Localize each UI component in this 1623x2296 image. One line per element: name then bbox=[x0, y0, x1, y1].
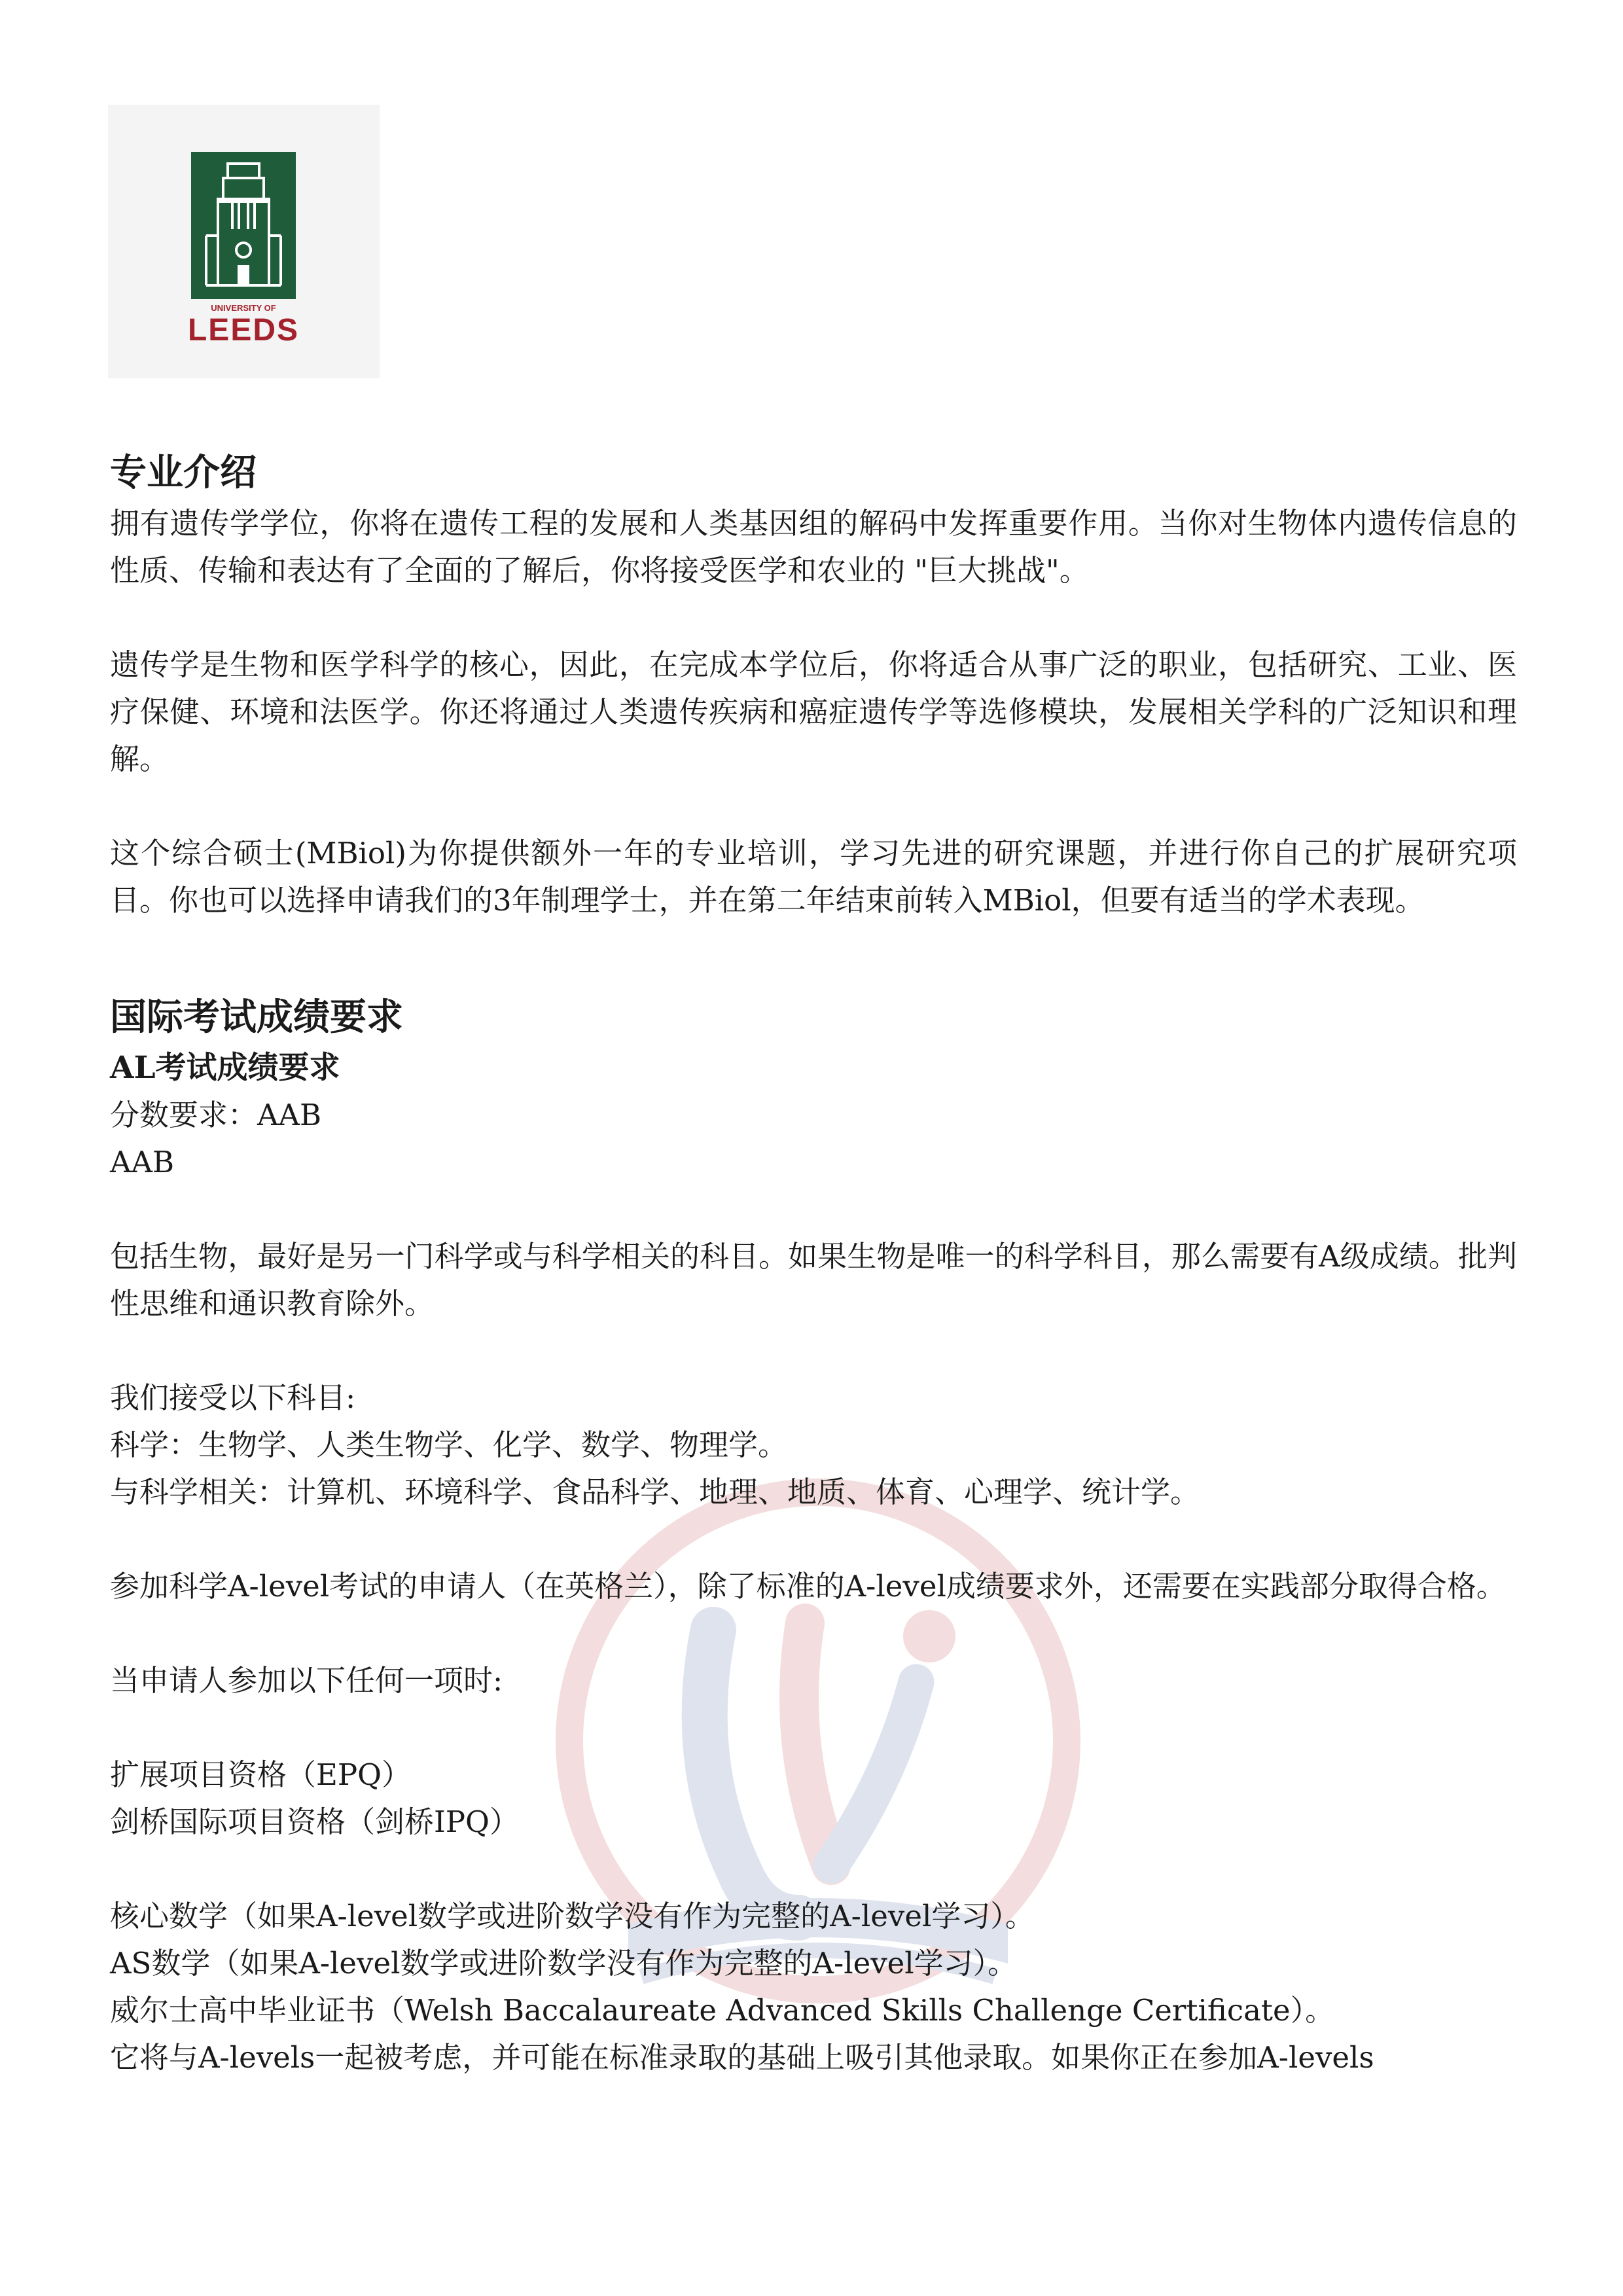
intro-paragraph: 这个综合硕士(MBiol)为你提供额外一年的专业培训，学习先进的研究课题，并进行你自己的扩展研究项目。你也可以选择申请我们的3年制理学士，并在第二年结束前转入MBiol，但要有适当的学术表现。 bbox=[110, 836, 1517, 918]
logo-line1: UNIVERSITY OF bbox=[211, 303, 276, 313]
section-title-intro: 专业介绍 bbox=[110, 451, 257, 494]
qualification-item: 威尔士高中毕业证书（Welsh Baccalaureate Advanced Skills Challenge Certificate）。 bbox=[110, 1993, 1335, 2028]
biology-note: 包括生物，最好是另一门科学或与科学相关的科目。如果生物是唯一的科学科目，那么需要有A级成绩。批判性思维和通识教育除外。 bbox=[110, 1239, 1517, 1321]
subsection-title-al: AL考试成绩要求 bbox=[110, 1050, 340, 1086]
score-requirement: 分数要求：AAB bbox=[110, 1098, 322, 1132]
logo-line2: LEEDS bbox=[187, 313, 300, 348]
intro-paragraph: 拥有遗传学学位，你将在遗传工程的发展和人类基因组的解码中发挥重要作用。当你对生物体内遗传信息的性质、传输和表达有了全面的了解后，你将接受医学和农业的 "巨大挑战"。 bbox=[110, 506, 1517, 588]
related-subjects: 与科学相关：计算机、环境科学、食品科学、地理、地质、体育、心理学、统计学。 bbox=[110, 1475, 1200, 1509]
university-logo bbox=[108, 105, 380, 378]
qualification-item: 核心数学（如果A-level数学或进阶数学没有作为完整的A-level学习）。 bbox=[110, 1899, 1035, 1933]
qualification-item: 扩展项目资格（EPQ） bbox=[110, 1757, 412, 1792]
consideration-note: 它将与A-levels一起被考虑，并可能在标准录取的基础上吸引其他录取。如果你正在参加A-levels bbox=[110, 2040, 1374, 2075]
practical-note: 参加科学A-level考试的申请人（在英格兰），除了标准的A-level成绩要求外，还需要在实践部分取得合格。 bbox=[110, 1569, 1506, 1604]
qualification-item: AS数学（如果A-level数学或进阶数学没有作为完整的A-level学习）。 bbox=[110, 1946, 1018, 1981]
accepted-subjects-intro: 我们接受以下科目: bbox=[110, 1380, 356, 1415]
document-content bbox=[110, 445, 1517, 2081]
score-value: AAB bbox=[110, 1145, 175, 1179]
university-of-leeds-logo-icon bbox=[108, 105, 380, 378]
qualifications-intro: 当申请人参加以下任何一项时: bbox=[110, 1663, 503, 1698]
science-subjects: 科学：生物学、人类生物学、化学、数学、物理学。 bbox=[110, 1427, 788, 1462]
section-title-requirements: 国际考试成绩要求 bbox=[110, 996, 403, 1039]
qualification-item: 剑桥国际项目资格（剑桥IPQ） bbox=[110, 1804, 519, 1839]
intro-paragraph: 遗传学是生物和医学科学的核心，因此，在完成本学位后，你将适合从事广泛的职业，包括研究、工业、医疗保健、环境和法医学。你还将通过人类遗传疾病和癌症遗传学等选修模块，发展相关学科的广泛知识和理解。 bbox=[110, 647, 1517, 776]
